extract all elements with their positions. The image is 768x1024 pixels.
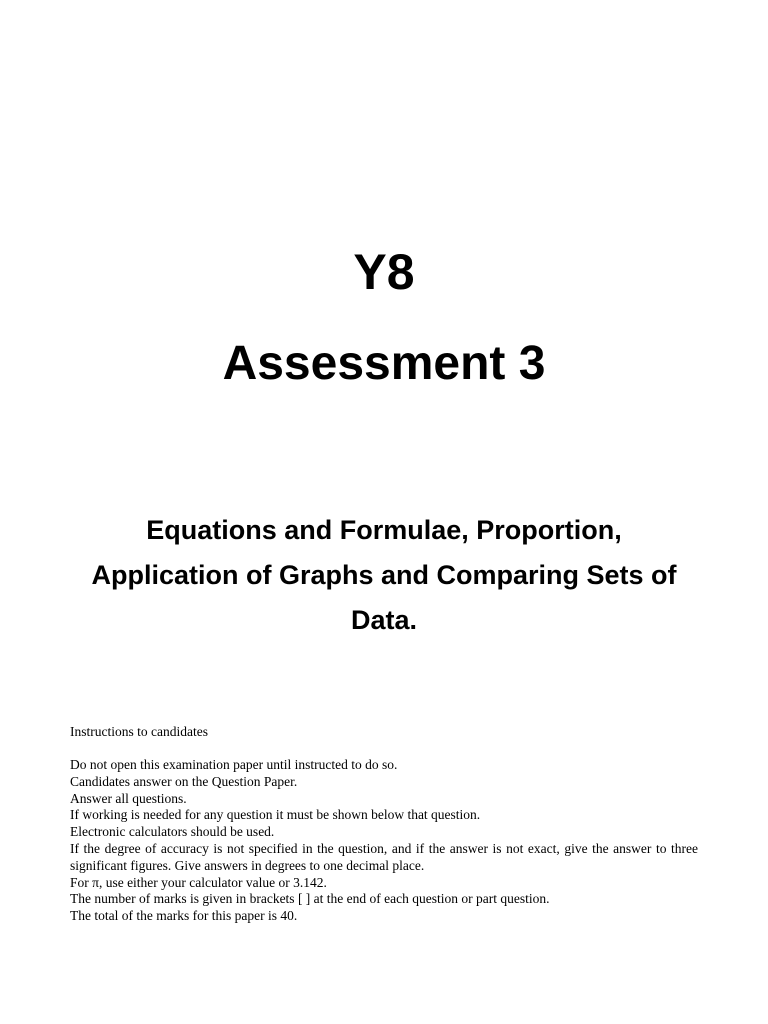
assessment-title: Assessment 3 <box>222 337 546 390</box>
instruction-line: If working is needed for any question it must be shown below that question. <box>70 807 481 823</box>
year-heading: Y8 <box>353 244 415 300</box>
instruction-line: Candidates answer on the Question Paper. <box>70 773 298 789</box>
assessment-topics: Equations and Formulae, Proportion, Application of Graphs and Comparing Sets of Data. <box>91 515 677 635</box>
instruction-line: Do not open this examination paper until instructed to do so. <box>70 757 398 772</box>
instruction-line: For π, use either your calculator value or 3.142. <box>70 874 327 890</box>
instruction-line: Electronic calculators should be used. <box>70 824 275 840</box>
instruction-line: The total of the marks for this paper is 40. <box>70 908 298 924</box>
instruction-line: Answer all questions. <box>70 790 187 806</box>
instructions-list <box>70 757 698 925</box>
instruction-line: The number of marks is given in brackets [ ] at the end of each question or part question. <box>70 891 550 907</box>
instruction-line: If the degree of accuracy is not specified in the question, and if the answer is not exact, give the answer to three significant figures. Give answers in degrees to one decimal place. <box>70 840 698 873</box>
instructions-heading: Instructions to candidates <box>70 724 208 739</box>
